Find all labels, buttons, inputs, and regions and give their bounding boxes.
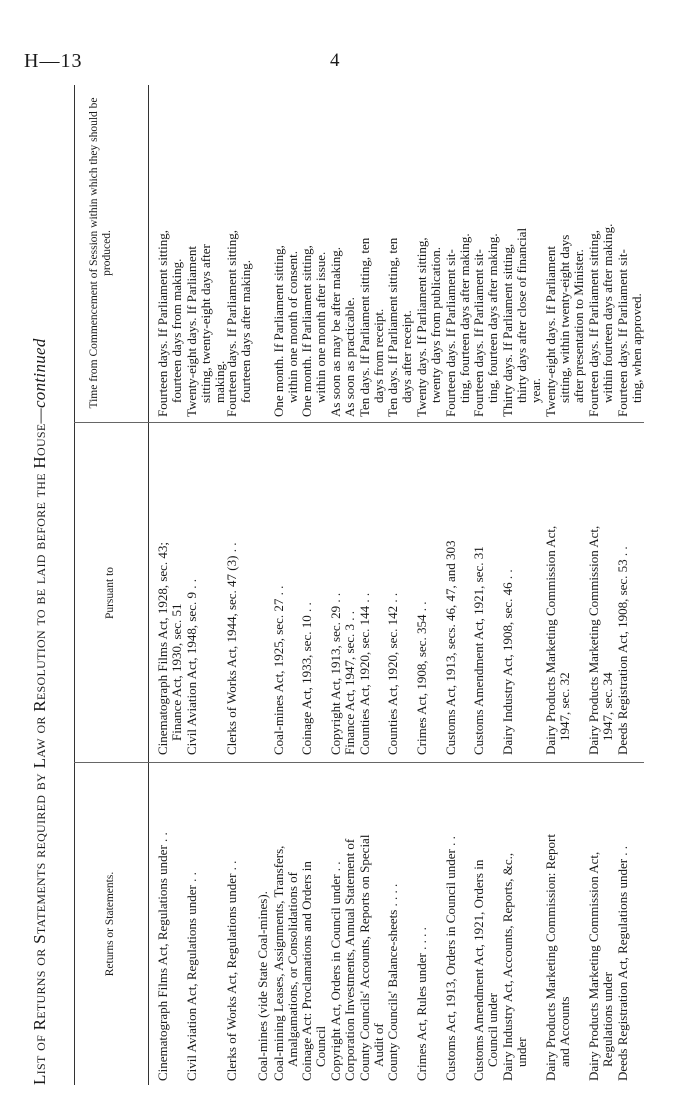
row-15-c3 bbox=[587, 89, 615, 417]
cell-line: Counties Act, 1920, sec. 142 . . bbox=[385, 592, 400, 755]
row-14-c3 bbox=[544, 89, 586, 417]
row-0-c2 bbox=[156, 425, 184, 755]
cell-line: Finance Act, 1930, sec. 51 bbox=[169, 603, 184, 741]
cell-line: Crimes Act, 1908, sec. 354 . . bbox=[414, 601, 429, 755]
row-4-c1 bbox=[272, 769, 300, 1081]
column-header-time: Time from Commencement of Session within which they should be produced. bbox=[88, 97, 113, 409]
row-9-c1 bbox=[386, 769, 400, 1081]
row-8-c2 bbox=[358, 425, 372, 755]
cell-line: Clerks of Works Act, Regulations under . . bbox=[224, 860, 239, 1081]
row-6-c1 bbox=[329, 769, 343, 1081]
cell-line: One month. If Parliament sitting, bbox=[271, 245, 286, 417]
cell-line: fourteen days from making. bbox=[169, 258, 184, 403]
cell-line: ting, fourteen days after making. bbox=[485, 233, 500, 403]
row-16-c2 bbox=[616, 425, 630, 755]
column-header-returns: Returns or Statements. bbox=[104, 871, 116, 977]
row-2-c2 bbox=[225, 425, 239, 755]
cell-line: Council bbox=[313, 1025, 328, 1067]
row-0-c1 bbox=[156, 769, 170, 1081]
title-continued: —continued bbox=[30, 338, 49, 424]
row-10-c3 bbox=[415, 89, 443, 417]
cell-line: Copyright Act, Orders in Council under . . bbox=[328, 861, 343, 1081]
cell-line: Customs Act, 1913, Orders in Council under . . bbox=[443, 836, 458, 1081]
cell-line: Amalgamations, or Consolidations of bbox=[285, 872, 300, 1067]
cell-line: Coal-mining Leases, Assignments, Transfers, bbox=[271, 845, 286, 1081]
row-5-c3 bbox=[300, 89, 328, 417]
cell-line: after presentation to Minister. bbox=[571, 249, 586, 403]
cell-line: Coinage Act, 1933, sec. 10 . . bbox=[299, 602, 314, 755]
cell-line: Cinematograph Films Act, 1928, sec. 43; bbox=[155, 541, 170, 755]
cell-line: Fourteen days. If Parliament sit- bbox=[471, 249, 486, 417]
row-5-c2 bbox=[300, 425, 314, 755]
cell-line: days from receipt. bbox=[371, 308, 386, 403]
row-8-c3 bbox=[358, 89, 386, 417]
row-9-c3 bbox=[386, 89, 414, 417]
page-identifier: H—13 bbox=[24, 50, 83, 72]
table-header-rule bbox=[148, 85, 149, 1085]
row-11-c2 bbox=[444, 425, 458, 755]
row-0-c3 bbox=[156, 89, 184, 417]
cell-line: Dairy Industry Act, Accounts, Reports, &c., bbox=[500, 852, 515, 1081]
row-2-c1 bbox=[225, 769, 239, 1081]
row-13-c1 bbox=[501, 769, 529, 1081]
row-16-c3 bbox=[616, 89, 644, 417]
cell-line: Counties Act, 1920, sec. 144 . . bbox=[357, 592, 372, 755]
cell-line: sitting, twenty-eight days after bbox=[198, 244, 213, 403]
cell-line: Customs Amendment Act, 1921, Orders in bbox=[471, 859, 486, 1081]
column-header-pursuant: Pursuant to bbox=[104, 566, 116, 620]
row-15-c1 bbox=[587, 769, 615, 1081]
row-5-c1 bbox=[300, 769, 328, 1081]
cell-line: Customs Amendment Act, 1921, sec. 31 bbox=[471, 546, 486, 755]
row-2-c3 bbox=[225, 89, 253, 417]
row-10-c2 bbox=[415, 425, 429, 755]
cell-line: Deeds Registration Act, Regulations under . . bbox=[615, 845, 630, 1081]
cell-line: Cinematograph Films Act, Regulations under . . bbox=[155, 832, 170, 1081]
cell-line: Fourteen days. If Parliament sitting, bbox=[155, 229, 170, 417]
cell-line: Coinage Act: Proclamations and Orders in bbox=[299, 861, 314, 1081]
cell-line: Ten days. If Parliament sitting, ten bbox=[357, 237, 372, 417]
cell-line: 1947, sec. 32 bbox=[557, 672, 572, 741]
cell-line: 1947, sec. 34 bbox=[600, 672, 615, 741]
row-11-c3 bbox=[444, 89, 472, 417]
cell-line: Council under bbox=[485, 992, 500, 1067]
cell-line: Dairy Products Marketing Commission: Report bbox=[543, 834, 558, 1081]
column-divider-2 bbox=[74, 422, 644, 423]
cell-line: Coal-mines (vide State Coal-mines). bbox=[255, 891, 270, 1081]
row-9-c2 bbox=[386, 425, 400, 755]
cell-line: ting, fourteen days after making. bbox=[457, 233, 472, 403]
row-7-c2 bbox=[343, 425, 357, 755]
cell-line: Corporation Investments, Annual Statement of bbox=[342, 838, 357, 1081]
row-3-c1 bbox=[256, 769, 270, 1081]
row-7-c1 bbox=[343, 769, 357, 1081]
row-11-c1 bbox=[444, 769, 458, 1081]
row-1-c3 bbox=[185, 89, 227, 417]
row-4-c2 bbox=[272, 425, 286, 755]
cell-line: Dairy Industry Act, 1908, sec. 46 . . bbox=[500, 569, 515, 755]
cell-line: Dairy Products Marketing Commission Act, bbox=[586, 525, 601, 755]
row-12-c3 bbox=[472, 89, 500, 417]
cell-line: fourteen days after making. bbox=[238, 260, 253, 403]
row-13-c3 bbox=[501, 89, 543, 417]
cell-line: County Councils' Balance-sheets . . . . bbox=[385, 883, 400, 1081]
row-16-c1 bbox=[616, 769, 630, 1081]
row-7-c3 bbox=[343, 89, 357, 417]
row-14-c2 bbox=[544, 425, 572, 755]
row-1-c1 bbox=[185, 769, 199, 1081]
cell-line: Audit of bbox=[371, 1023, 386, 1067]
cell-line: and Accounts bbox=[557, 996, 572, 1067]
cell-line: Fourteen days. If Parliament sitting, bbox=[586, 229, 601, 417]
cell-line: twenty days from publication. bbox=[428, 247, 443, 403]
table-top-rule bbox=[74, 85, 75, 1085]
cell-line: Fourteen days. If Parliament sitting, bbox=[224, 229, 239, 417]
returns-table bbox=[74, 85, 644, 1085]
cell-line: Dairy Products Marketing Commission Act, bbox=[586, 851, 601, 1081]
cell-line: Finance Act, 1947, sec. 3 . . bbox=[342, 610, 357, 755]
rotated-page bbox=[30, 85, 670, 1085]
row-8-c1 bbox=[358, 769, 386, 1081]
cell-line: As soon as may be after making. bbox=[328, 246, 343, 417]
cell-line: ting, when approved. bbox=[629, 293, 644, 403]
column-divider-1 bbox=[74, 762, 644, 763]
cell-line: One month. If Parliament sitting, bbox=[299, 245, 314, 417]
row-6-c2 bbox=[329, 425, 343, 755]
cell-line: Dairy Products Marketing Commission Act, bbox=[543, 525, 558, 755]
cell-line: within one month of consent. bbox=[285, 250, 300, 403]
cell-line: Civil Aviation Act, 1948, sec. 9 . . bbox=[184, 579, 199, 755]
row-13-c2 bbox=[501, 425, 515, 755]
cell-line: Crimes Act, Rules under . . . . bbox=[414, 927, 429, 1081]
cell-line: Twenty-eight days. If Parliament bbox=[184, 246, 199, 417]
cell-line: within one month after issue. bbox=[313, 251, 328, 403]
cell-line: making. bbox=[212, 360, 227, 403]
cell-line: Fourteen days. If Parliament sit- bbox=[443, 249, 458, 417]
cell-line: Twenty-eight days. If Parliament bbox=[543, 246, 558, 417]
cell-line: Customs Act, 1913, secs. 46, 47, and 303 bbox=[443, 540, 458, 755]
cell-line: days after receipt. bbox=[399, 310, 414, 403]
cell-line: within fourteen days after making. bbox=[600, 223, 615, 403]
cell-line: thirty days after close of financial bbox=[514, 227, 529, 403]
cell-line: Fourteen days. If Parliament sit- bbox=[615, 249, 630, 417]
title-main: List of Returns or Statements required by Law or Resolution to be laid before the House bbox=[30, 423, 49, 1085]
row-10-c1 bbox=[415, 769, 429, 1081]
row-12-c2 bbox=[472, 425, 486, 755]
cell-line: year. bbox=[528, 378, 543, 403]
cell-line: As soon as practicable. bbox=[342, 297, 357, 417]
cell-line: Ten days. If Parliament sitting, ten bbox=[385, 237, 400, 417]
cell-line: Civil Aviation Act, Regulations under . . bbox=[184, 872, 199, 1081]
cell-line: sitting, within twenty-eight days bbox=[557, 234, 572, 403]
row-4-c3 bbox=[272, 89, 300, 417]
cell-line: Regulations under bbox=[600, 972, 615, 1067]
cell-line: Clerks of Works Act, 1944, sec. 47 (3) . . bbox=[224, 542, 239, 755]
page-number: 4 bbox=[330, 50, 341, 71]
cell-line: Deeds Registration Act, 1908, sec. 53 . . bbox=[615, 546, 630, 755]
document-title bbox=[30, 85, 68, 1085]
row-12-c1 bbox=[472, 769, 500, 1081]
cell-line: County Councils' Accounts, Reports on Special bbox=[357, 834, 372, 1081]
row-1-c2 bbox=[185, 425, 199, 755]
row-6-c3 bbox=[329, 89, 343, 417]
cell-line: Thirty days. If Parliament sitting, bbox=[500, 243, 515, 417]
row-14-c1 bbox=[544, 769, 572, 1081]
row-15-c2 bbox=[587, 425, 615, 755]
cell-line: Copyright Act, 1913, sec. 29 . . bbox=[328, 592, 343, 755]
cell-line: under bbox=[514, 1037, 529, 1067]
cell-line: Twenty days. If Parliament sitting, bbox=[414, 237, 429, 417]
cell-line: Coal-mines Act, 1925, sec. 27 . . bbox=[271, 585, 286, 755]
